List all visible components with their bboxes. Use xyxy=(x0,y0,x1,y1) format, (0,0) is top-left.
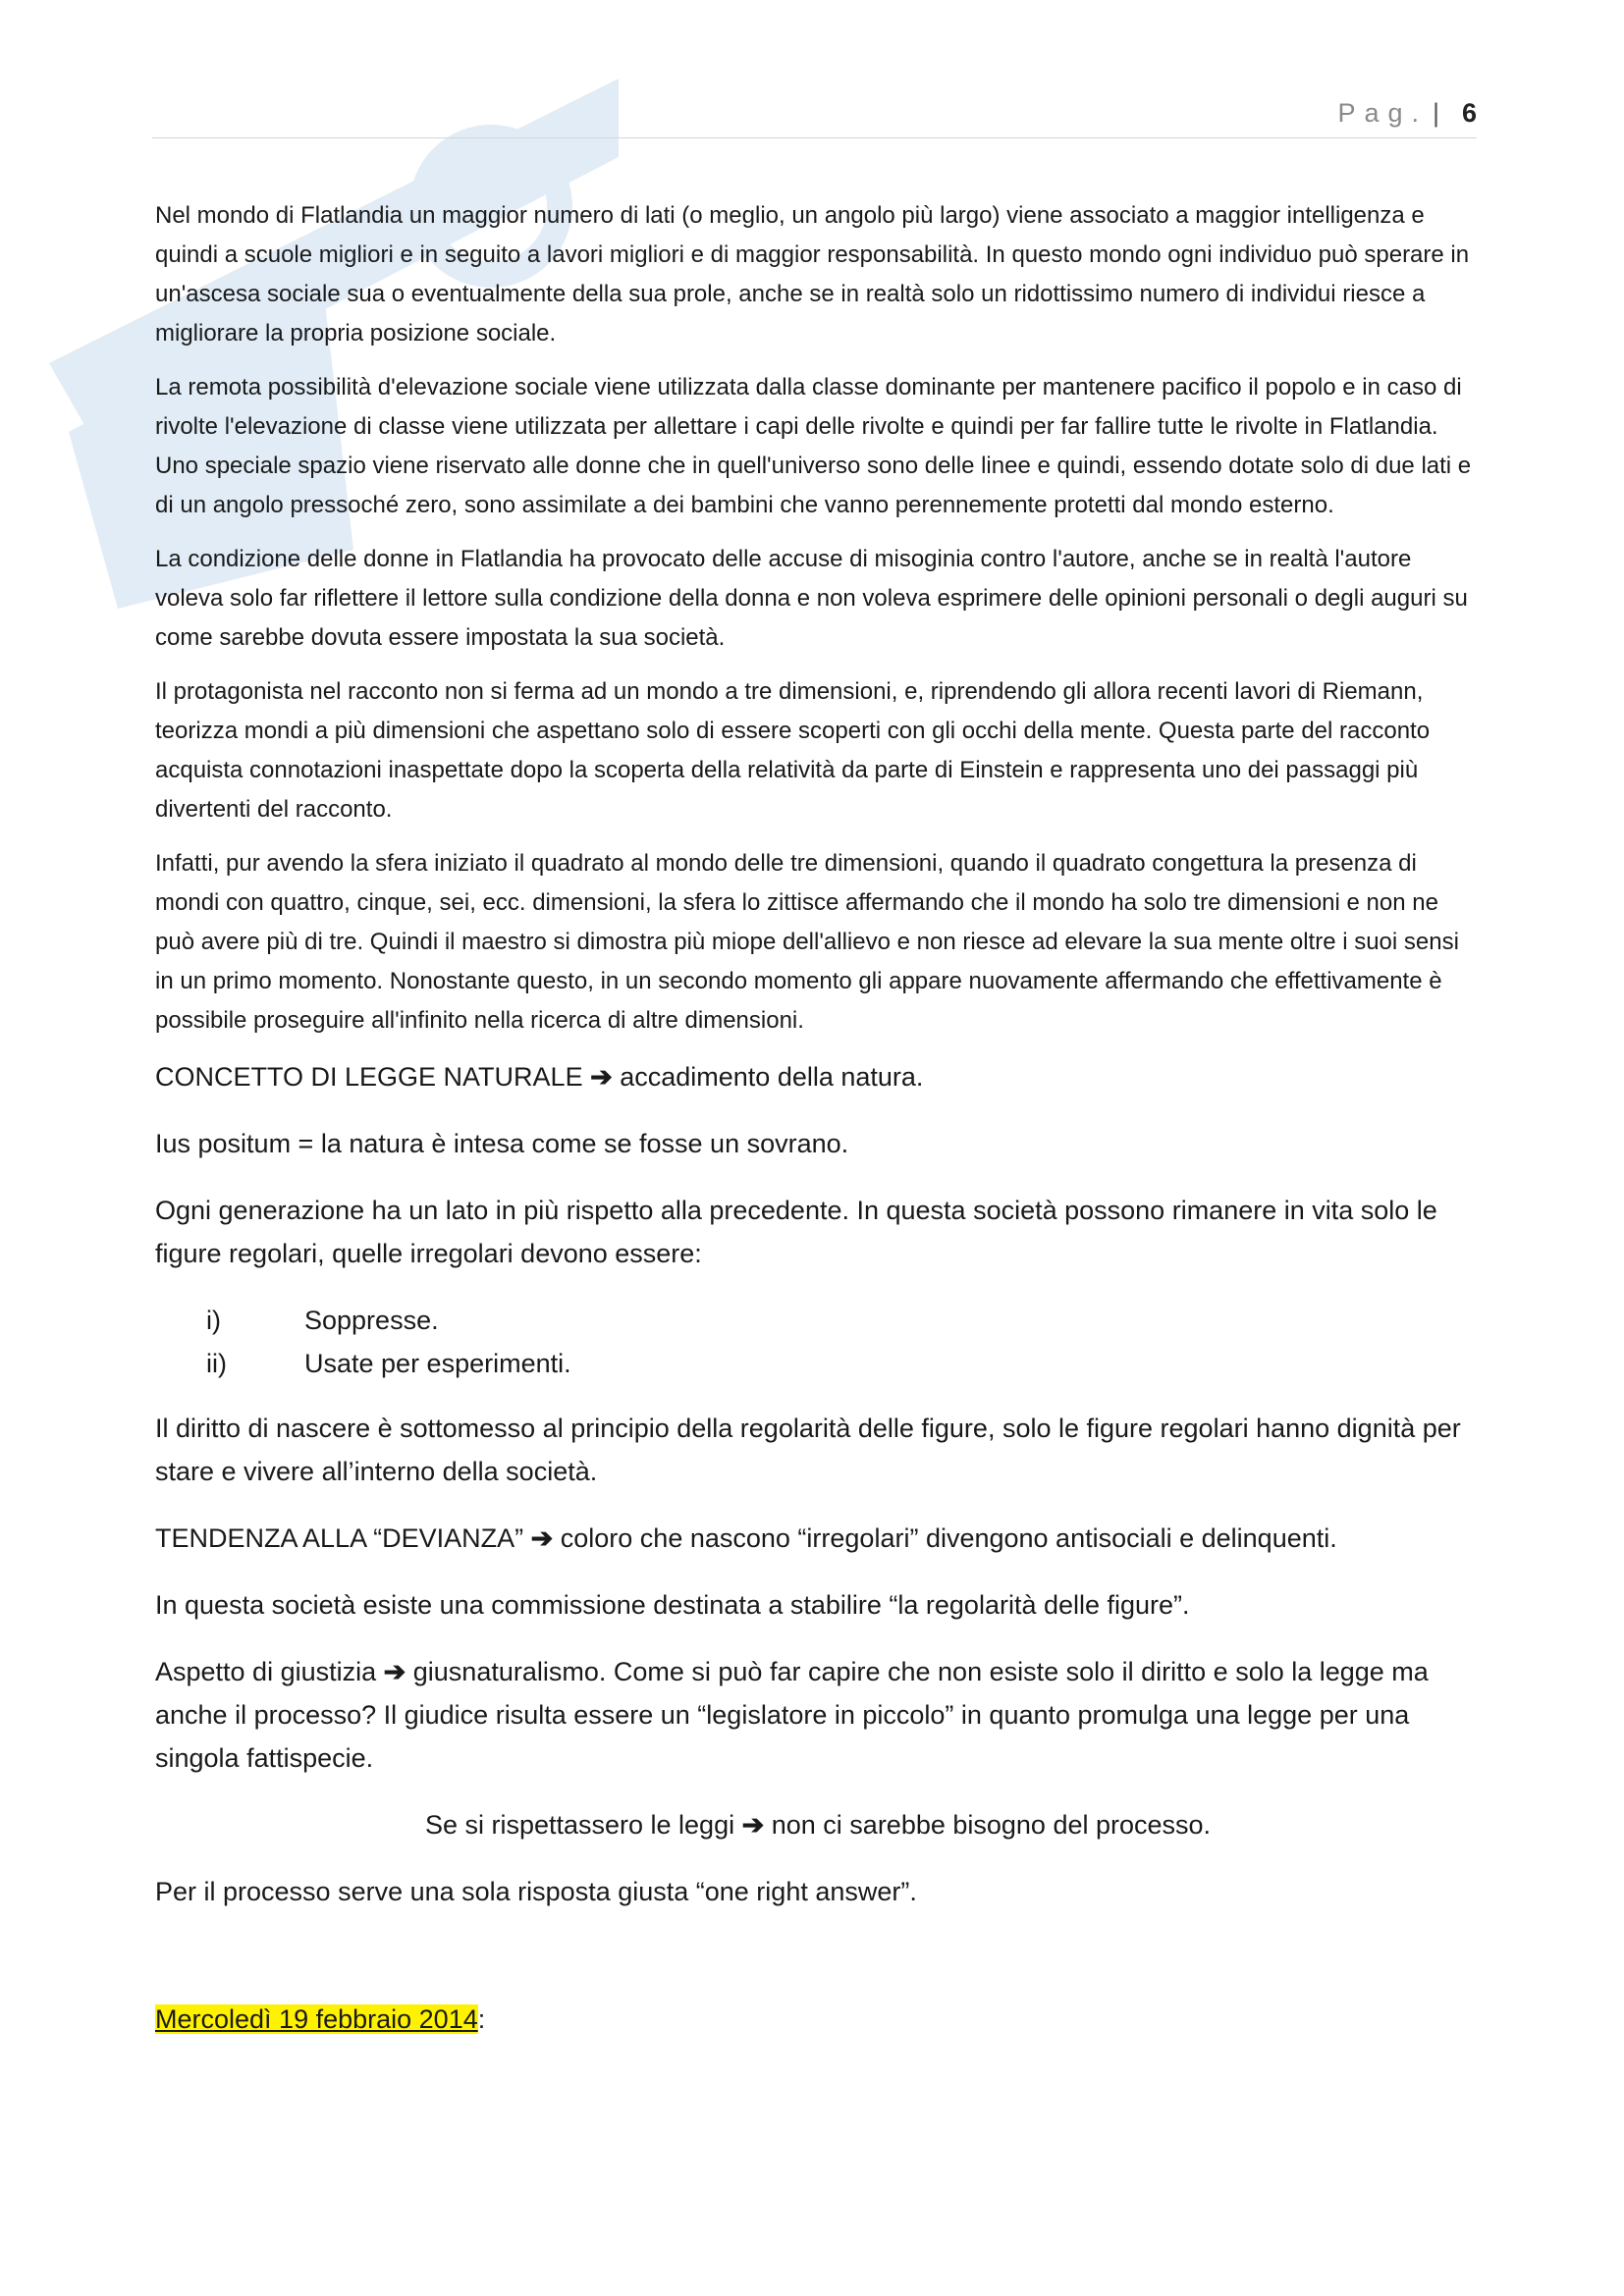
list-item: ii) Usate per esperimenti. xyxy=(206,1349,571,1378)
paragraph-women-condition: La condizione delle donne in Flatlandia ha provocato delle accuse di misoginia contro l'autore, anche se in realtà l'autore voleva solo far riflettere il lettore sulla condizione della donna e non voleva esprimere delle opinioni personali o degli auguri su come sarebbe dovuta essere impostata la sua società. xyxy=(155,546,1468,651)
arrow-icon: ➔ xyxy=(590,1062,613,1092)
process-paragraph: Per il processo serve una sola risposta giusta “one right answer”. xyxy=(155,1877,917,1906)
page-header xyxy=(152,98,1477,138)
page-number: 6 xyxy=(1461,98,1477,128)
generation-paragraph: Ogni generazione ha un lato in più rispetto alla precedente. In questa società possono rimanere in vita solo le figure regolari, quelle irregolari devono essere: xyxy=(155,1196,1437,1268)
list-item: i) Soppresse. xyxy=(206,1306,439,1335)
arrow-icon: ➔ xyxy=(741,1810,765,1840)
paragraph-flatlandia-intelligence: Nel mondo di Flatlandia un maggior numero di lati (o meglio, un angolo più largo) viene associato a maggior intelligenza e quindi a scuole migliori e in seguito a lavori migliori e di maggior responsabilità. In questo mondo ogni individuo può sperare in un'ascesa sociale sua o eventualmente della sua prole, anche se in realtà solo un ridottissimo numero di individui riesce a migliorare la propria posizione sociale. xyxy=(155,202,1470,347)
arrow-icon: ➔ xyxy=(383,1657,406,1686)
birth-right-paragraph: Il diritto di nascere è sottomesso al principio della regolarità delle figure, solo le figure regolari hanno dignità per stare e vivere all’interno della società. xyxy=(155,1414,1461,1486)
date-heading: Mercoledì 19 febbraio 2014: xyxy=(155,2004,486,2034)
arrow-icon: ➔ xyxy=(530,1523,554,1553)
tendency-deviance: TENDENZA ALLA “DEVIANZA” ➔ coloro che nascono “irregolari” divengono antisociali e delinquenti. xyxy=(155,1523,1337,1553)
page-label: Pag. xyxy=(1337,98,1428,128)
paragraph-dimensions: Il protagonista nel racconto non si ferma ad un mondo a tre dimensioni, e, riprendendo gli allora recenti lavori di Riemann, teorizza mondi a più dimensioni che aspettano solo di essere scoperti con gli occhi della mente. Questa parte del racconto acquista connotazioni inaspettate dopo la scoperta della relatività da parte di Einstein e rappresenta uno dei passaggi più divertenti del racconto. xyxy=(155,678,1431,823)
ius-positum: Ius positum = la natura è intesa come se fosse un sovrano. xyxy=(155,1129,849,1158)
irregular-figures-list xyxy=(155,1299,1481,1385)
concept-natural-law: CONCETTO DI LEGGE NATURALE ➔ accadimento della natura. xyxy=(155,1062,924,1092)
paragraph-sphere: Infatti, pur avendo la sfera iniziato il quadrato al mondo delle tre dimensioni, quando il quadrato congettura la presenza di mondi con quattro, cinque, sei, ecc. dimensioni, la sfera lo zittisce affermando che il mondo ha solo tre dimensioni e non ne può avere più di tre. Quindi il maestro si dimostra più miope dell'allievo e non riesce ad elevare la sua mente oltre i suoi sensi in un primo momento. Nonostante questo, in un secondo momento gli appare nuovamente affermando che effettivamente è possibile proseguire all'infinito nella ricerca di altre dimensioni. xyxy=(155,850,1459,1034)
laws-paragraph: Se si rispettassero le leggi ➔ non ci sarebbe bisogno del processo. xyxy=(424,1810,1212,1840)
notes-section xyxy=(155,1055,1481,2041)
page-separator: | xyxy=(1432,98,1439,128)
flatlandia-section xyxy=(155,196,1481,1041)
date-highlight: Mercoledì 19 febbraio 2014 xyxy=(155,2004,478,2034)
page-content xyxy=(155,196,1481,2064)
paragraph-social-elevation: La remota possibilità d'elevazione sociale viene utilizzata dalla classe dominante per mantenere pacifico il popolo e in caso di rivolte l'elevazione di classe viene utilizzata per allettare i capi delle rivolte e quindi per far fallire tutte le rivolte in Flatlandia. Uno speciale spazio viene riservato alle donne che in quell'universo sono delle linee e quindi, essendo dotate solo di due lati e di un angolo pressoché zero, sono assimilate a dei bambini che vanno perennemente protetti dal mondo esterno. xyxy=(155,374,1472,518)
justice-paragraph: Aspetto di giustizia ➔ giusnaturalismo. Come si può far capire che non esiste solo il diritto e solo la legge ma anche il processo? Il giudice risulta essere un “legislatore in piccolo” in quanto promulga una legge per una singola fattispecie. xyxy=(155,1657,1429,1773)
commission-paragraph: In questa società esiste una commissione destinata a stabilire “la regolarità delle figure”. xyxy=(155,1590,1190,1620)
